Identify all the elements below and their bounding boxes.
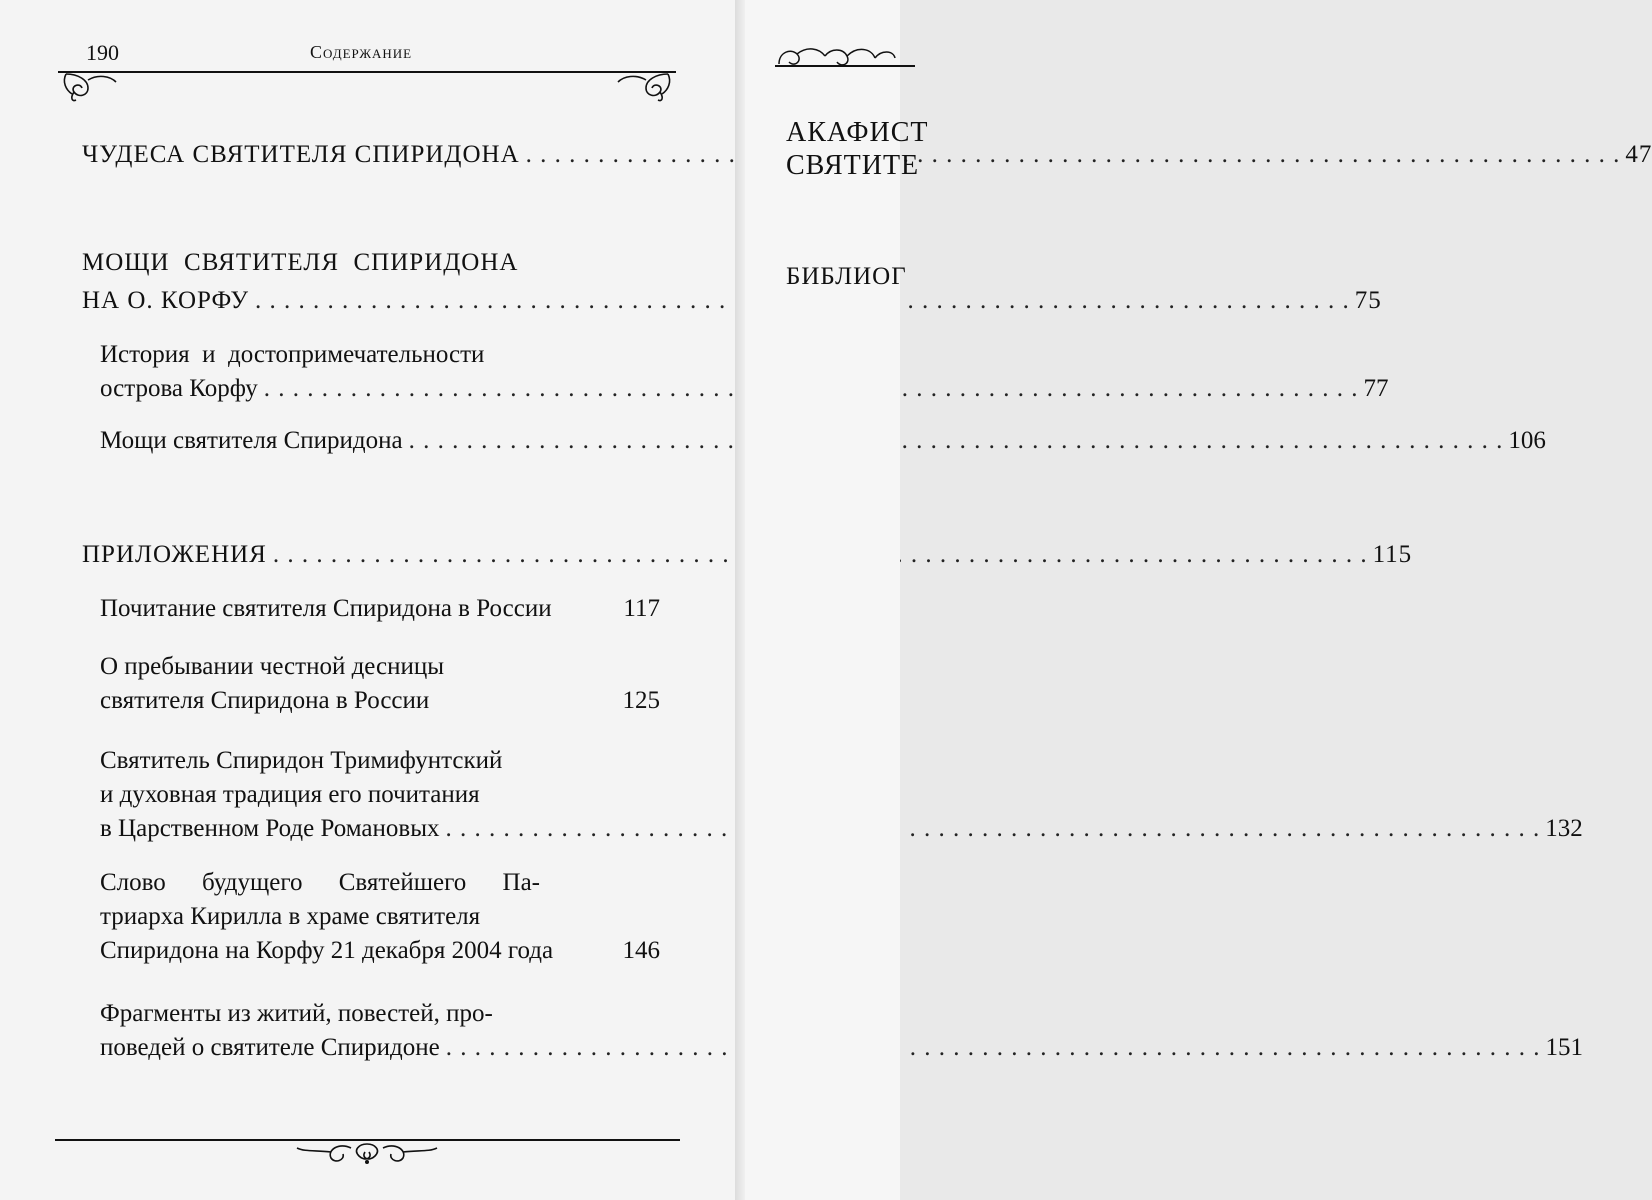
- toc-title: МОЩИ СВЯТИТЕЛЯ СПИРИДОНА: [82, 249, 519, 276]
- dot-leader: [440, 1031, 1546, 1065]
- toc-title: Спиридона на Корфу 21 декабря 2004 года: [100, 937, 554, 964]
- toc-page-number: 125: [622, 687, 660, 714]
- toc-entry[interactable]: [100, 424, 1546, 458]
- dot-leader: [440, 812, 1546, 846]
- toc-title: Почитание святителя Спиридона в России: [100, 595, 552, 622]
- toc-page-number: 117: [623, 595, 660, 622]
- toc-title: ЧУДЕСА СВЯТИТЕЛЯ СПИРИДОНА: [82, 141, 520, 168]
- toc-page-number: 106: [1508, 427, 1546, 454]
- running-title: Содержание: [310, 42, 413, 62]
- right-page-heading: СВЯТИТЕ: [786, 150, 920, 181]
- toc-entry[interactable]: [100, 650, 660, 718]
- toc-entry[interactable]: [100, 338, 1389, 406]
- toc-title: Святитель Спиридон Тримифунтский: [100, 747, 503, 774]
- toc-title: в Царственном Роде Романовых: [100, 815, 440, 842]
- toc-page-number: 146: [622, 937, 660, 964]
- header-ornament-icon: [775, 38, 915, 78]
- toc-title: триарха Кирилла в храме святителя: [100, 903, 481, 930]
- right-page-heading: БИБЛИОГ: [786, 263, 907, 290]
- toc-title: Слово будущего Святейшего Па-: [100, 869, 540, 896]
- toc-title: Фрагменты из житий, повестей, про-: [100, 1000, 493, 1027]
- right-page: [745, 0, 929, 1200]
- toc-title: О пребывании честной десницы: [100, 653, 445, 680]
- toc-page-number: 115: [1372, 541, 1413, 568]
- toc-title: поведей о святителе Спиридоне: [100, 1034, 440, 1061]
- toc-title: острова Корфу: [100, 375, 258, 402]
- footer-ornament-icon: [55, 1128, 680, 1168]
- toc-page-number: 151: [1545, 1034, 1583, 1061]
- dot-leader: [520, 138, 1626, 172]
- page-number: 190: [86, 40, 119, 65]
- toc-page-number: 75: [1354, 287, 1382, 314]
- toc-page-number: 47: [1625, 141, 1652, 168]
- toc-title: История и достопримечательности: [100, 341, 485, 368]
- header-ornament-icon: [58, 60, 676, 104]
- toc-entry[interactable]: [100, 866, 660, 968]
- toc-title: ПРИЛОЖЕНИЯ: [82, 541, 267, 568]
- toc-entry[interactable]: [82, 538, 1413, 572]
- toc-title: святителя Спиридона в России: [100, 687, 430, 714]
- book-gutter: [735, 0, 745, 1200]
- toc-title: и духовная традиция его почитания: [100, 781, 480, 808]
- toc-page-number: 77: [1363, 375, 1389, 402]
- dot-leader: [403, 424, 1509, 458]
- toc-title: НА О. КОРФУ: [82, 287, 250, 314]
- toc-entry[interactable]: [100, 997, 1583, 1065]
- toc-entry[interactable]: [82, 138, 1652, 172]
- toc-title: Мощи святителя Спиридона: [100, 427, 403, 454]
- toc-entry[interactable]: [100, 592, 660, 626]
- right-page-heading: АКАФИСТ: [786, 117, 929, 148]
- toc-page-number: 132: [1545, 815, 1583, 842]
- toc-entry[interactable]: [100, 744, 1583, 846]
